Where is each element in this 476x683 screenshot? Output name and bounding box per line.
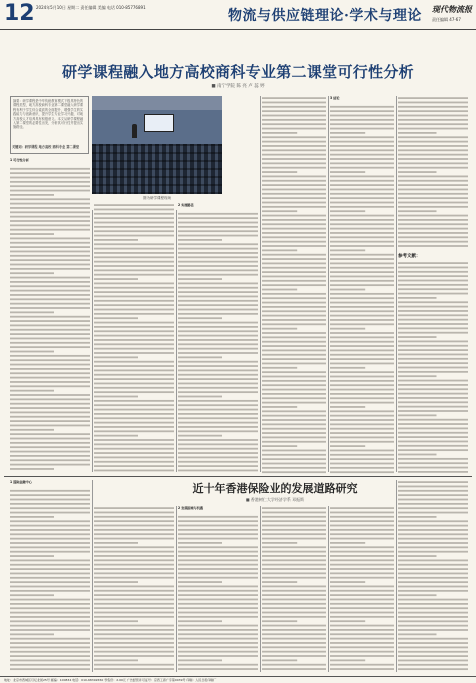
article1-column-2 [94,203,174,475]
article1-column-1 [10,158,90,475]
article1-col3-heading: 3 结论 [330,96,340,100]
speaker-figure [132,124,137,138]
article-divider [4,476,472,477]
article1-column-3 [178,203,258,475]
article2-headline: 近十年香港保险业的发展道路研究 [192,482,358,495]
article2-byline: ■ 香港树仁大学经济学系 邓振斯 [245,497,305,502]
article2-column-5 [330,506,394,672]
article1-column-4 [262,96,326,475]
article1-headline: 研学课程融入地方高校商科专业第二课堂可行性分析 [62,63,414,81]
article2-column-6 [398,480,468,672]
page-footer: 地址：北京市西城区月坛北街25号 邮编：100834 电话：010-68392650 零售价：2.00元 广告经营许可证号：京西工商广字第0039号 印刷：人民日报印刷厂 [0,676,476,683]
article1-col1-heading: 1 可行性分析 [10,158,29,162]
article2-column-4 [262,506,326,672]
article2-heading-1: 1 国际金融中心 [10,480,32,484]
masthead-right-meta: 责任编辑 47-67 [432,17,461,22]
paper-name: 现代物流报 [432,4,472,14]
references-list [398,261,468,475]
page-number: 12 [4,1,35,26]
masthead-meta: 2024年5月10日 星期二 责任编辑 美编 电话 010-85776891 [36,5,146,10]
conference-photo [92,96,222,194]
article2-column-1 [10,480,90,672]
article1-column-5 [330,96,394,475]
section-title: 物流与供应链理论·学术与理论 [228,8,422,24]
article1-column-6 [398,96,468,251]
article2-column-2 [94,506,174,672]
article1-col2-heading: 2 实施路径 [178,203,194,207]
masthead [0,0,476,30]
article1-byline: ■ 南宁学院 陈 亮 卢 蕊 婷 [211,84,265,89]
references-title: 参考文献： [398,254,421,259]
keywords: 关键词：研学课程 地方高校 商科专业 第二课堂 [12,145,80,149]
article2-column-3 [178,506,258,672]
projector-screen [144,114,174,132]
photo-caption: 图为研学课程现场 [143,196,171,200]
abstract-text: 摘要：研学课程是中华传统教育模式下极具特色的课程类型，地方高校商科专业第二课堂融入研学课程有利于学生综合素质的全面提升，增强学生的实践能力与创新意识，提升学生专业学习兴趣，对地方高校人才培养具有积极意义。本文从研学课程融入第二课堂的必要性出发，分析其可行性并提出实施路径。 [13,99,84,130]
article2-heading-2: 2 发展困境与机遇 [178,506,203,510]
